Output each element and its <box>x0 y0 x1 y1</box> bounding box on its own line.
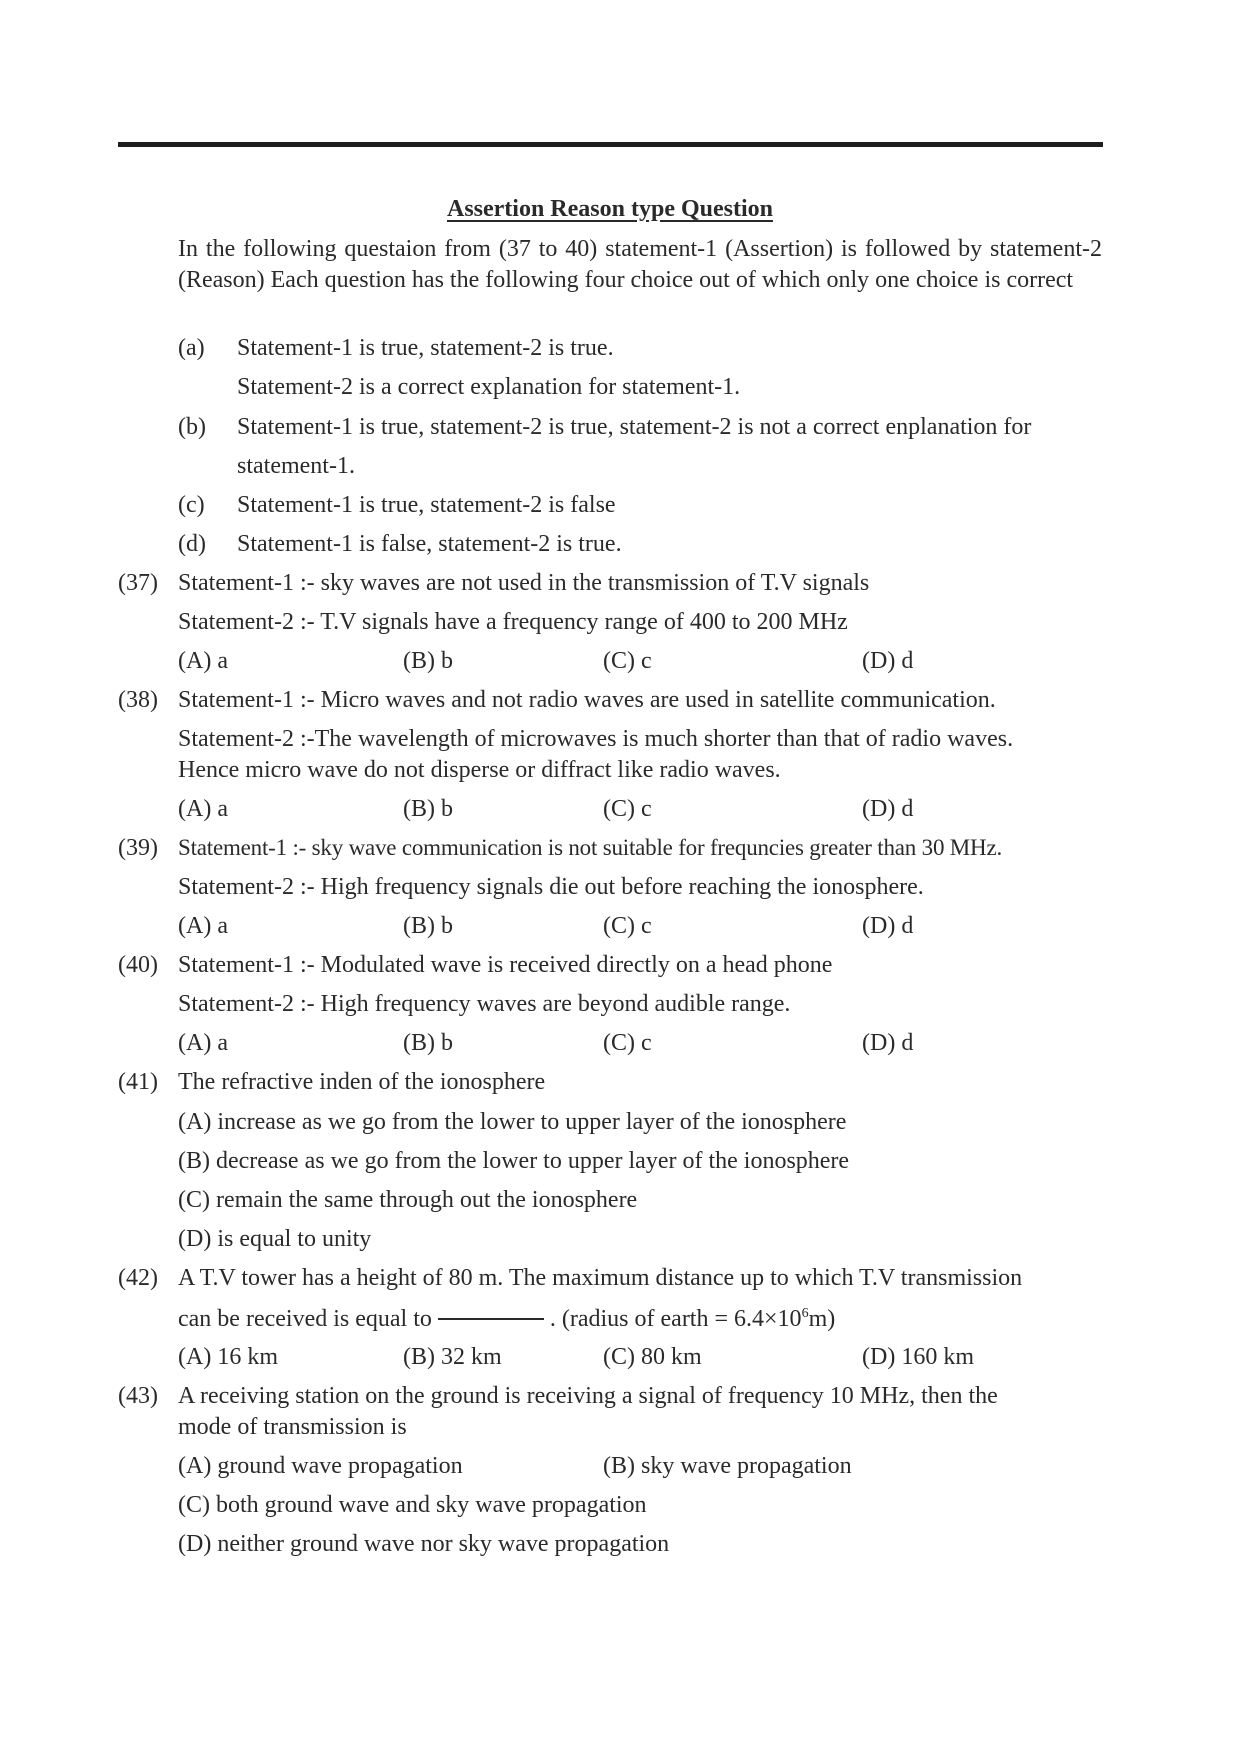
option-c: (C) remain the same through out the ionosphere <box>178 1187 638 1213</box>
option-b: (B) decrease as we go from the lower to upper layer of the ionosphere <box>178 1148 850 1174</box>
option-c: (C) c <box>603 648 652 674</box>
option-d: (D) d <box>862 648 914 674</box>
question-text: The refractive inden of the ionosphere <box>178 1069 546 1095</box>
math-exponent: 6 <box>801 1306 809 1321</box>
earth-radius-formula <box>734 1306 835 1332</box>
statement-1: Statement-1 :- sky wave communication is not suitable for frequncies greater than 30 MHz. <box>178 835 1003 860</box>
statement-2: Statement-2 :- T.V signals have a frequency range of 400 to 200 MHz <box>178 609 848 635</box>
option-a: (A) a <box>178 796 228 822</box>
question-text-part: . (radius of earth = <box>549 1306 729 1332</box>
question-text-2: mode of transmission is <box>178 1414 407 1440</box>
choice-b-label: (b) <box>178 414 206 440</box>
option-b: (B) b <box>403 1030 453 1056</box>
option-a: (A) a <box>178 913 228 939</box>
choice-c-label: (c) <box>178 492 205 518</box>
option-d: (D) d <box>862 913 914 939</box>
answer-blank <box>438 1318 544 1320</box>
option-d: (D) d <box>862 1030 914 1056</box>
option-d: (D) d <box>862 796 914 822</box>
option-c: (C) c <box>603 796 652 822</box>
option-b: (B) b <box>403 648 453 674</box>
option-b: (B) 32 km <box>403 1344 502 1370</box>
choice-b-text: Statement-1 is true, statement-2 is true, statement-2 is not a correct enplanation for <box>237 414 1032 440</box>
option-b: (B) b <box>403 796 453 822</box>
statement-1: Statement-1 :- Modulated wave is received directly on a head phone <box>178 952 833 978</box>
option-d: (D) is equal to unity <box>178 1226 372 1252</box>
statement-2: Statement-2 :- High frequency waves are beyond audible range. <box>178 991 791 1017</box>
question-number: (39) <box>118 835 158 861</box>
question-text: A receiving station on the ground is receiving a signal of frequency 10 MHz, then the <box>178 1383 998 1409</box>
choice-d-label: (d) <box>178 531 206 557</box>
question-number: (42) <box>118 1265 158 1291</box>
option-c: (C) 80 km <box>603 1344 702 1370</box>
option-a: (A) 16 km <box>178 1344 278 1370</box>
option-a: (A) a <box>178 648 228 674</box>
option-c: (C) c <box>603 913 652 939</box>
choice-b-text-2: statement-1. <box>237 453 355 479</box>
option-d: (D) 160 km <box>862 1344 974 1370</box>
section-title: Assertion Reason type Question <box>446 196 773 222</box>
statement-2-continued: Hence micro wave do not disperse or diffract like radio waves. <box>178 757 781 783</box>
option-a: (A) a <box>178 1030 228 1056</box>
option-b: (B) sky wave propagation <box>603 1453 852 1479</box>
choice-c-text: Statement-1 is true, statement-2 is false <box>237 492 616 518</box>
option-c: (C) both ground wave and sky wave propagation <box>178 1492 647 1518</box>
option-a: (A) increase as we go from the lower to upper layer of the ionosphere <box>178 1109 847 1135</box>
top-rule <box>118 142 1103 147</box>
choice-d-text: Statement-1 is false, statement-2 is true. <box>237 531 622 557</box>
question-number: (38) <box>118 687 158 713</box>
choice-a-text-2: Statement-2 is a correct explanation for statement-1. <box>237 374 741 400</box>
option-d: (D) neither ground wave nor sky wave propagation <box>178 1531 670 1557</box>
question-number: (43) <box>118 1383 158 1409</box>
math-base: 6.4×10 <box>734 1306 802 1332</box>
question-text-part: can be received is equal to <box>178 1306 432 1332</box>
option-c: (C) c <box>603 1030 652 1056</box>
option-a: (A) ground wave propagation <box>178 1453 463 1479</box>
question-number: (41) <box>118 1069 158 1095</box>
choice-a-label: (a) <box>178 335 205 361</box>
question-text-2 <box>178 1299 835 1334</box>
math-close: ) <box>827 1306 836 1332</box>
question-number: (37) <box>118 570 158 596</box>
intro-paragraph: In the following questaion from (37 to 40) statement-1 (Assertion) is followed by statement-2 (Reason) Each question has the following four choice out of which only one choice is correct <box>178 236 1102 293</box>
math-unit: m <box>808 1306 828 1332</box>
statement-1: Statement-1 :- sky waves are not used in the transmission of T.V signals <box>178 570 870 596</box>
choice-a-text: Statement-1 is true, statement-2 is true. <box>237 335 614 361</box>
statement-2: Statement-2 :-The wavelength of microwaves is much shorter than that of radio waves. <box>178 726 1014 752</box>
statement-1: Statement-1 :- Micro waves and not radio waves are used in satellite communication. <box>178 687 996 713</box>
option-b: (B) b <box>403 913 453 939</box>
question-number: (40) <box>118 952 158 978</box>
question-text: A T.V tower has a height of 80 m. The maximum distance up to which T.V transmission <box>178 1265 1023 1291</box>
statement-2: Statement-2 :- High frequency signals die out before reaching the ionosphere. <box>178 874 924 900</box>
